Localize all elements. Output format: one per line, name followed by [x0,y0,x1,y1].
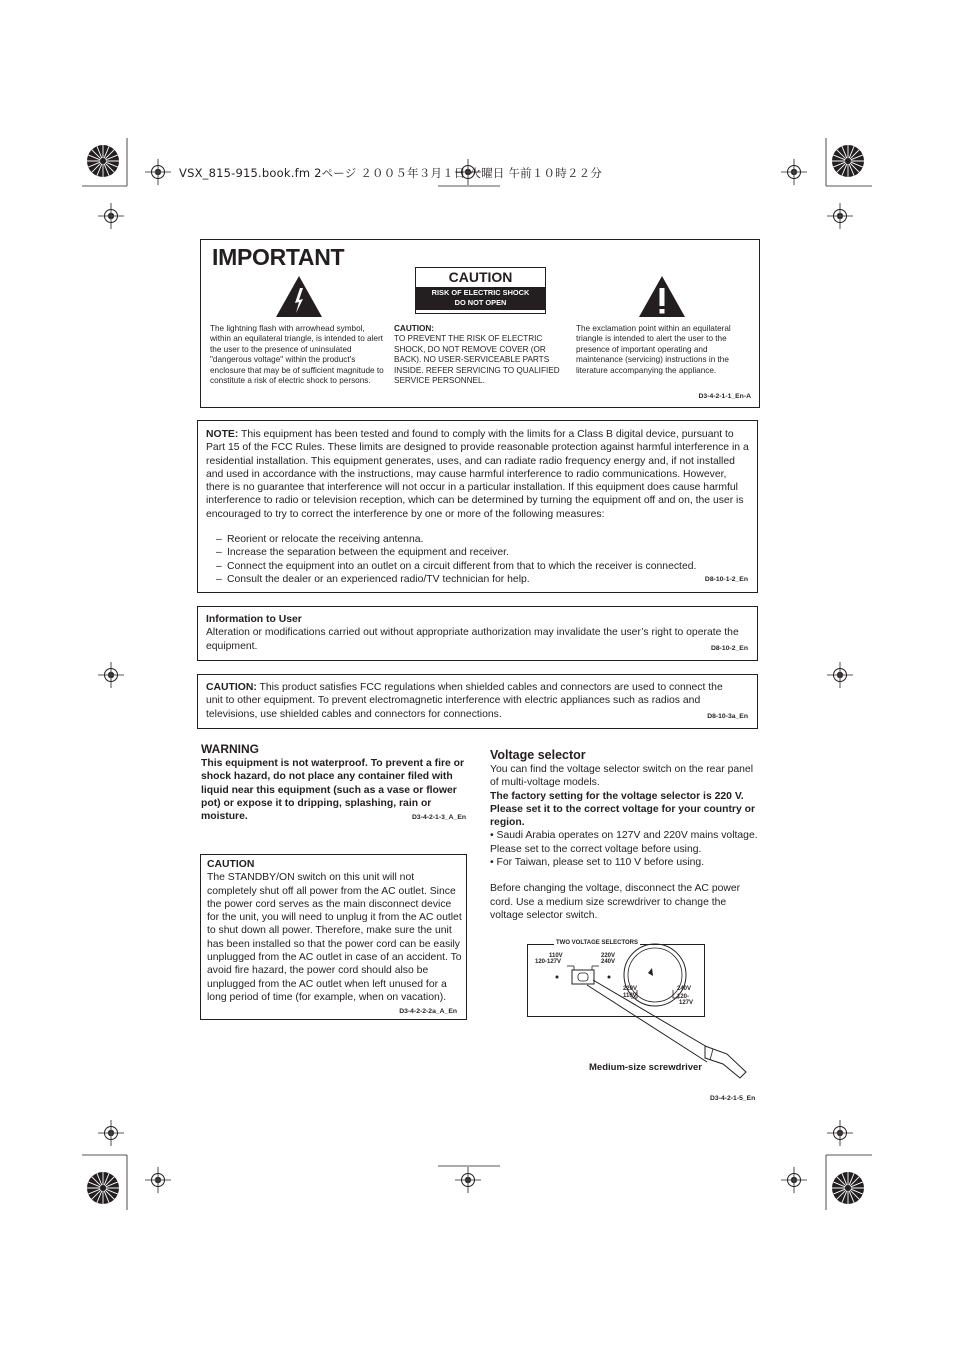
lightning-triangle-icon [275,275,323,318]
diagram-label-right-240v: 240V [677,986,692,992]
important-box [200,239,760,408]
caution-fcc-box [197,674,758,729]
important-code: D3-4-2-1-1_En-A [698,393,751,400]
voltage-diagram [527,940,757,1080]
caution-fcc-code: D8-10-3a_En [707,713,748,720]
caution-standby-code: D3-4-2-2-2a_A_En [399,1008,457,1015]
caution-fcc-text: CAUTION: This product satisfies FCC regulations when shielded cables and connectors are used to connect the unit to other equipment. To prevent electromagnetic interference with electric appliances such as radios and televisions, use shielded cables and connectors for connections. [206,682,723,720]
voltage-section [490,748,758,922]
list-item: – Connect the equipment into an outlet on a circuit different from that to which the receiver is connected. [206,560,751,573]
info-user-code: D8-10-2_En [710,645,748,652]
voltage-code: D3-4-2-1-5_En [710,1095,756,1102]
caution-label [415,267,546,314]
voltage-selector-diagram-icon [527,940,757,1080]
diagram-label-right-120: 120- [677,994,690,1000]
caution-description: CAUTION: TO PREVENT THE RISK OF ELECTRIC SHOCK, DO NOT REMOVE COVER (OR BACK). NO USER-SERVICEABLE PARTS INSIDE. REFER SERVICING TO QUALIFIED SERVICE PERSONNEL. [394,324,560,386]
voltage-bullet-taiwan: • For Taiwan, please set to 110 V before using. [490,857,705,869]
info-user-text: Information to User Alteration or modifications carried out without appropriate authorization may invalidate the user’s right to operate the equipment. [206,614,739,652]
warning-code: D3-4-2-1-3_A_En [412,814,467,821]
note-box [197,420,758,593]
caution-standby-box [200,854,467,1020]
warning-text: This equipment is not waterproof. To prevent a fire or shock hazard, do not place any container filed with liquid near this equipment (such as a vase or flower pot) or expose it to dripping, splashing, rain or moisture. [201,758,465,823]
list-item: – Reorient or relocate the receiving antenna. [206,533,751,546]
exclamation-description: The exclamation point within an equilateral triangle is intended to alert the user to the presence of important operating and maintenance (servicing) instructions in the literature accompanying the appliance. [576,324,731,375]
diagram-label-right-127v: 127V [679,1000,694,1006]
diagram-label-right-110v: 110V [623,993,637,999]
exclamation-triangle-icon [638,275,686,318]
note-text: NOTE: This equipment has been tested and found to comply with the limits for a Class B digital device, pursuant to Part 15 of the FCC Rules. These limits are designed to provide reasonable protection against harmful interference in a residential installation. This equipment generates, uses, and can radiate radio frequency energy and, if not installed and used in accordance with the instructions, may cause harmful interference to radio communications. However, there is no guarantee that interference will not occur in a particular installation. If this equipment does cause harmful interference to radio or television reception, which can be determined by turning the equipment off and on, the user is encouraged to try to correct the interference by one or more of the following measures: [206,429,749,520]
voltage-para: Before changing the voltage, disconnect the AC power cord. Use a medium size screwdriver to change the voltage selector switch. [490,883,741,921]
note-code: D8-10-1-2_En [704,576,748,583]
info-user-box [197,606,758,661]
note-list [206,533,751,586]
page-header: VSX_815-915.book.fm 2ページ ２００５年３月１日 火曜日 午前１０時２２分 [179,166,603,180]
voltage-intro: You can find the voltage selector switch on the rear panel of multi-voltage models. [490,764,754,789]
screwdriver-caption: Medium-size screwdriver [589,1062,702,1073]
warning-section [201,742,469,823]
diagram-label-240v: 240V [601,959,616,965]
diagram-label-right-220v: 220V [623,986,638,992]
diagram-title: TWO VOLTAGE SELECTORS [556,940,639,946]
voltage-bold-text: The factory setting for the voltage selector is 220 V. Please set it to the correct voltage for your country or region. [490,790,756,829]
important-title: IMPORTANT [212,244,345,270]
list-item: – Increase the separation between the equipment and receiver. [206,546,751,559]
list-item: – Consult the dealer or an experienced radio/TV technician for help. [206,573,751,586]
warning-heading: WARNING [201,742,259,756]
voltage-heading: Voltage selector [490,748,586,762]
diagram-label-110v: 110V [549,953,563,959]
caution-label-sub: RISK OF ELECTRIC SHOCK DO NOT OPEN [416,287,545,310]
lightning-description: The lightning flash with arrowhead symbol, within an equilateral triangle, is intended to alert the user to the presence of uninsulated "dangerous voltage" within the product's enclosure that may be of sufficient magnitude to constitute a risk of electric shock to persons. [210,324,384,386]
caution-label-title: CAUTION [448,269,513,285]
caution-standby-text: CAUTION The STANDBY/ON switch on this unit will not completely shut off all power from the AC outlet. Since the power cord serves as the main disconnect device for the unit, you will need to unplug it from the AC outlet to shut down all power. Therefore, make sure the unit has been installed so that the power cord can be easily unplugged from the AC outlet in case of an accident. To avoid fire hazard, the power cord should also be unplugged from the AC outlet when left unused for a long period of time (for example, when on vacation). [207,859,462,1003]
diagram-label-220v: 220V [601,953,616,959]
diagram-label-120-127v: 120-127V [535,959,562,965]
voltage-bullet-saudi: • Saudi Arabia operates on 127V and 220V mains voltage. Please set to the correct voltage before using. [490,830,758,855]
